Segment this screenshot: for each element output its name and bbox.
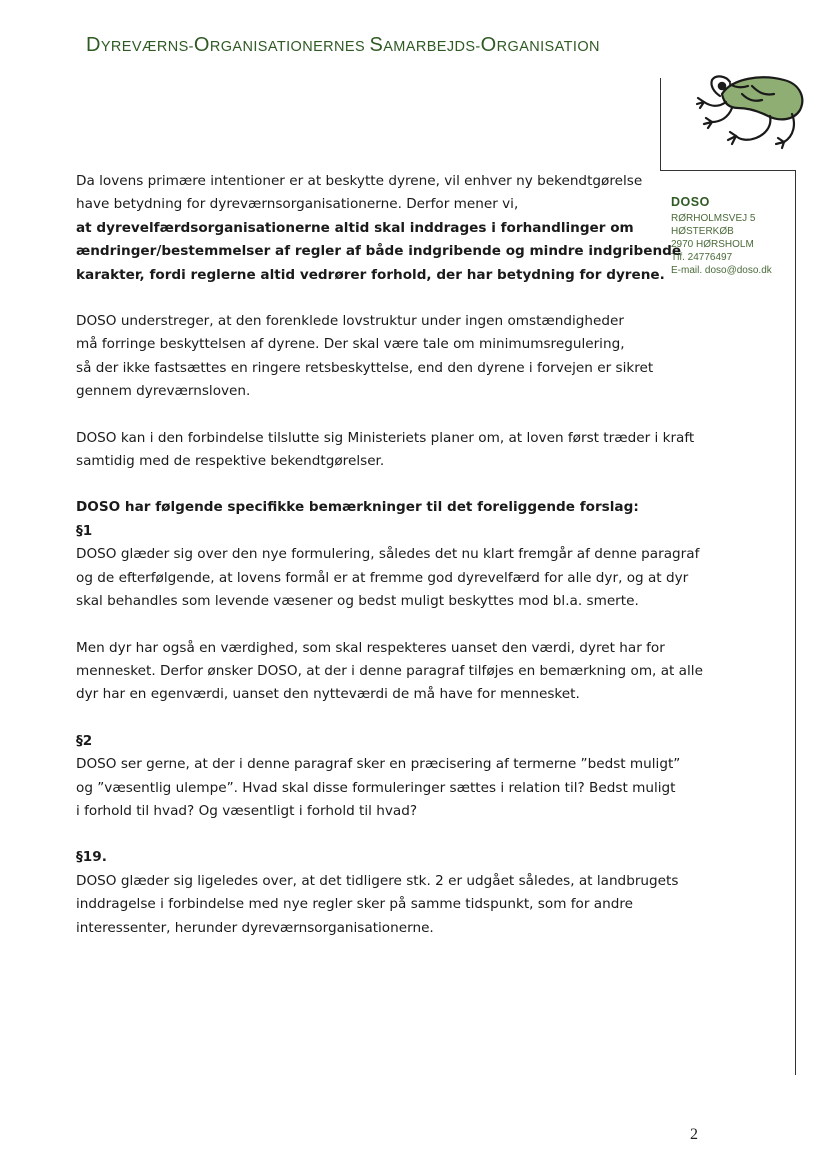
- address-street: RØRHOLMSVEJ 5: [671, 213, 756, 224]
- text-line-bold: karakter, fordi reglerne altid vedrører forhold, der har betydning for dyrene.: [76, 266, 665, 283]
- text-line: interessenter, herunder dyreværnsorganisationerne.: [76, 919, 434, 936]
- address-email: E-mail. doso@doso.dk: [671, 265, 772, 276]
- address-postal: 2970 HØRSHOLM: [671, 239, 754, 250]
- text-line: dyr har en egenværdi, uanset den nytteværdi de må have for mennesket.: [76, 686, 580, 703]
- text-line: Men dyr har også en værdighed, som skal respekteres uanset den værdi, dyret har for: [76, 639, 665, 656]
- text-line: have betydning for dyreværnsorganisationerne. Derfor mener vi,: [76, 196, 519, 213]
- section-heading: DOSO har følgende specifikke bemærkninger til det foreliggende forslag:: [76, 499, 639, 516]
- text-line: mennesket. Derfor ønsker DOSO, at der i denne paragraf tilføjes en bemærkning om, at alle: [76, 662, 703, 679]
- text-line: i forhold til hvad? Og væsentligt i forhold til hvad?: [76, 802, 418, 819]
- letterhead-word: DYREVÆRNS-: [86, 34, 194, 56]
- text-line: DOSO kan i den forbindelse tilslutte sig Ministeriets planer om, at loven først træder i kraft: [76, 429, 695, 446]
- letterhead-title: [86, 34, 726, 57]
- section-19: [76, 846, 706, 940]
- section-title-s2: §2: [76, 732, 93, 749]
- section-title-s19: §19.: [76, 849, 107, 866]
- address-phone: Tlf. 24776497: [671, 252, 733, 263]
- text-line: skal behandles som levende væsener og bedst muligt beskyttes mod bl.a. smerte.: [76, 593, 639, 610]
- paragraph-intro: [76, 170, 706, 287]
- paragraph-structure: [76, 310, 706, 404]
- text-line: så der ikke fastsættes en ringere retsbeskyttelse, end den dyrene i forvejen er sikret: [76, 359, 654, 376]
- frog-logo-icon: [692, 64, 810, 150]
- section-title-s1: §1: [76, 522, 93, 539]
- text-line: DOSO ser gerne, at der i denne paragraf sker en præcisering af termerne ”bedst muligt”: [76, 756, 681, 773]
- sidebar-divider-vertical: [795, 170, 796, 1075]
- letterhead-word: SAMARBEJDS-: [369, 34, 481, 56]
- text-line: og de efterfølgende, at lovens formål er at fremme god dyrevelfærd for alle dyr, og at dyr: [76, 569, 689, 586]
- text-line: Da lovens primære intentioner er at beskytte dyrene, vil enhver ny bekendtgørelse: [76, 173, 643, 189]
- text-line: DOSO understreger, at den forenklede lovstruktur under ingen omstændigheder: [76, 313, 624, 330]
- text-line-bold: at dyrevelfærdsorganisationerne altid skal inddrages i forhandlinger om: [76, 219, 634, 236]
- text-line: og ”væsentlig ulempe”. Hvad skal disse formuleringer sættes i relation til? Bedst muligt: [76, 779, 676, 796]
- letter-body: [76, 170, 706, 940]
- text-line: må forringe beskyttelsen af dyrene. Der skal være tale om minimumsregulering,: [76, 336, 625, 353]
- org-name: DOSO: [671, 195, 710, 209]
- section-1: [76, 496, 706, 613]
- letterhead-word: ORGANISATION: [480, 34, 600, 56]
- text-line: gennem dyreværnsloven.: [76, 383, 251, 400]
- section-2: [76, 730, 706, 824]
- text-line: samtidig med de respektive bekendtgørelser.: [76, 453, 385, 470]
- text-line: inddragelse i forbindelse med nye regler sker på samme tidspunkt, som for andre: [76, 896, 634, 913]
- paragraph-dignity: [76, 637, 706, 707]
- address-town: HØSTERKØB: [671, 226, 734, 237]
- text-line-bold: ændringer/bestemmelser af regler af både indgribende og mindre indgribende: [76, 243, 682, 260]
- sidebar-divider-top: [660, 78, 661, 170]
- letterhead-word: ORGANISATIONERNES: [193, 34, 370, 56]
- text-line: DOSO glæder sig over den nye formulering, således det nu klart fremgår af denne paragraf: [76, 546, 700, 563]
- page-number: 2: [690, 1126, 698, 1143]
- paragraph-timing: [76, 427, 706, 474]
- text-line: DOSO glæder sig ligeledes over, at det tidligere stk. 2 er udgået således, at landbrugets: [76, 872, 679, 889]
